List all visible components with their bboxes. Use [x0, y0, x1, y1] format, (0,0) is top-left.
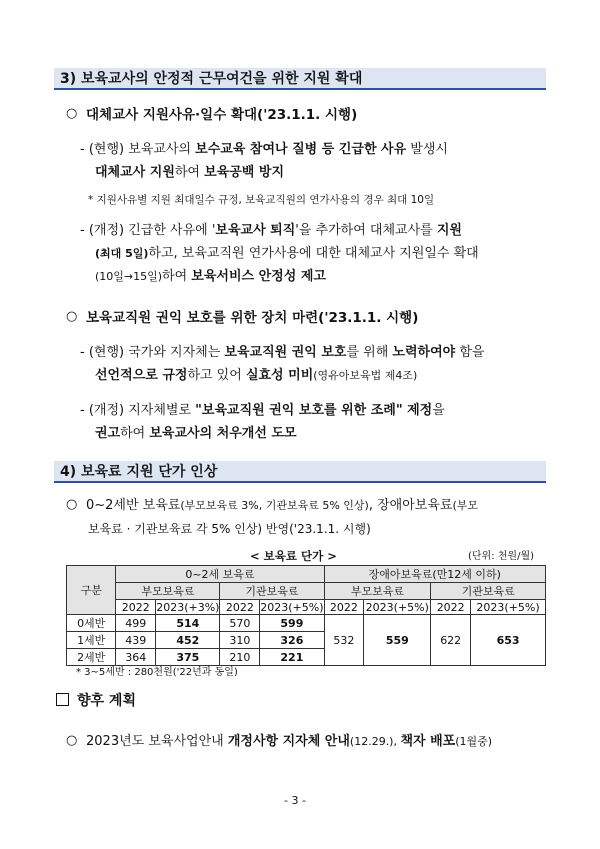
row-label: 2세반	[67, 649, 116, 666]
item1-current-line2: 대체교사 지원하여 보육공백 방지	[95, 165, 284, 180]
item1-current-line1: - (현행) 보육교사의 보수교육 참여나 질병 등 긴급한 사유 발생시	[80, 142, 448, 157]
header-parent-fee: 부모보육료	[116, 583, 220, 600]
cell: 375	[156, 649, 220, 666]
square-bullet-icon	[56, 693, 69, 706]
header-year: 2023(+5%)	[365, 600, 429, 614]
cell: 514	[156, 615, 220, 632]
cell: 452	[156, 632, 220, 649]
header-age02: 0~2세 보육료	[116, 566, 324, 583]
header-year: 2023(+5%)	[471, 600, 546, 615]
row-label: 0세반	[67, 615, 116, 632]
cell: 599	[260, 615, 324, 632]
header-parent-fee-disabled: 부모보육료	[324, 583, 431, 600]
plan-header: 향후 계획	[56, 690, 136, 710]
table-row	[67, 615, 546, 632]
cell: 559	[364, 615, 431, 666]
cell: 310	[220, 632, 260, 649]
cell: 221	[260, 649, 324, 666]
header-year: 2023(+5%)	[260, 600, 324, 614]
section-3-header: 3) 보육교사의 안정적 근무여건을 위한 지원 확대	[54, 68, 546, 90]
header-year: 2023(+3%)	[156, 600, 220, 614]
item2-title: 보육교직원 권익 보호를 위한 장치 마련('23.1.1. 시행)	[86, 310, 419, 326]
plan-line: 2023년도 보육사업안내 개정사항 지자체 안내(12.29.), 책자 배포(1월중)	[86, 734, 493, 749]
section-4-header: 4) 보육료 지원 단가 인상	[54, 461, 546, 483]
circle-bullet-icon: ○	[66, 309, 78, 324]
item2-current-line2: 선언적으로 규정하고 있어 실효성 미비(영유아보육법 제4조)	[95, 368, 418, 383]
circle-bullet-icon: ○	[66, 733, 78, 748]
fee-table	[66, 565, 546, 666]
circle-bullet-icon: ○	[66, 106, 78, 121]
cell: 364	[116, 649, 156, 666]
header-year: 2022	[324, 600, 364, 615]
header-institution-fee-disabled: 기관보육료	[431, 583, 546, 600]
table-note: * 3~5세반 : 280천원('22년과 동일)	[76, 667, 238, 678]
cell: 326	[260, 632, 324, 649]
item1-revised-line2: (최대 5일)하고, 보육교직원 연가사용에 대한 대체교사 지원일수 확대	[95, 246, 479, 261]
table-caption: < 보육료 단가 >	[250, 549, 337, 563]
cell: 210	[220, 649, 260, 666]
item1-title: 대체교사 지원사유·일수 확대('23.1.1. 시행)	[86, 107, 358, 123]
item2-current-line1: - (현행) 국가와 지자체는 보육교직원 권익 보호를 위해 노력하여야 함을	[80, 345, 485, 360]
header-institution-fee: 기관보육료	[220, 583, 324, 600]
page-number: - 3 -	[284, 794, 306, 807]
header-group: 구분	[67, 566, 116, 615]
cell: 439	[116, 632, 156, 649]
cell: 622	[431, 615, 471, 666]
cell: 499	[116, 615, 156, 632]
cell: 570	[220, 615, 260, 632]
header-year: 2022	[116, 600, 156, 615]
header-year: 2022	[220, 600, 260, 615]
item2-revised-line1: - (개정) 지자체별로 "보육교직원 권익 보호를 위한 조례" 제정을	[80, 403, 445, 418]
item3-line2: 보육료 · 기관보육료 각 5% 인상) 반영('23.1.1. 시행)	[88, 522, 371, 536]
item1-revised-line3: (10일→15일)하여 보육서비스 안정성 제고	[95, 269, 326, 284]
item3-line1: 0~2세반 보육료(부모보육료 3%, 기관보육료 5% 인상), 장애아보육료(부모	[86, 498, 479, 513]
item1-revised-line1: - (개정) 긴급한 사유에 '보육교사 퇴직'을 추가하여 대체교사를 지원	[80, 223, 462, 238]
table-unit: (단위: 천원/월)	[468, 551, 535, 562]
header-disabled: 장애아보육료(만12세 이하)	[324, 566, 545, 583]
header-year: 2022	[431, 600, 471, 615]
row-label: 1세반	[67, 632, 116, 649]
cell: 532	[324, 615, 364, 666]
item2-revised-line2: 권고하여 보육교사의 처우개선 도모	[95, 426, 297, 441]
circle-bullet-icon: ○	[66, 497, 78, 512]
item1-footnote: * 지원사유별 지원 최대일수 규정, 보육교직원의 연가사용의 경우 최대 10일	[88, 194, 435, 206]
cell: 653	[471, 615, 546, 666]
